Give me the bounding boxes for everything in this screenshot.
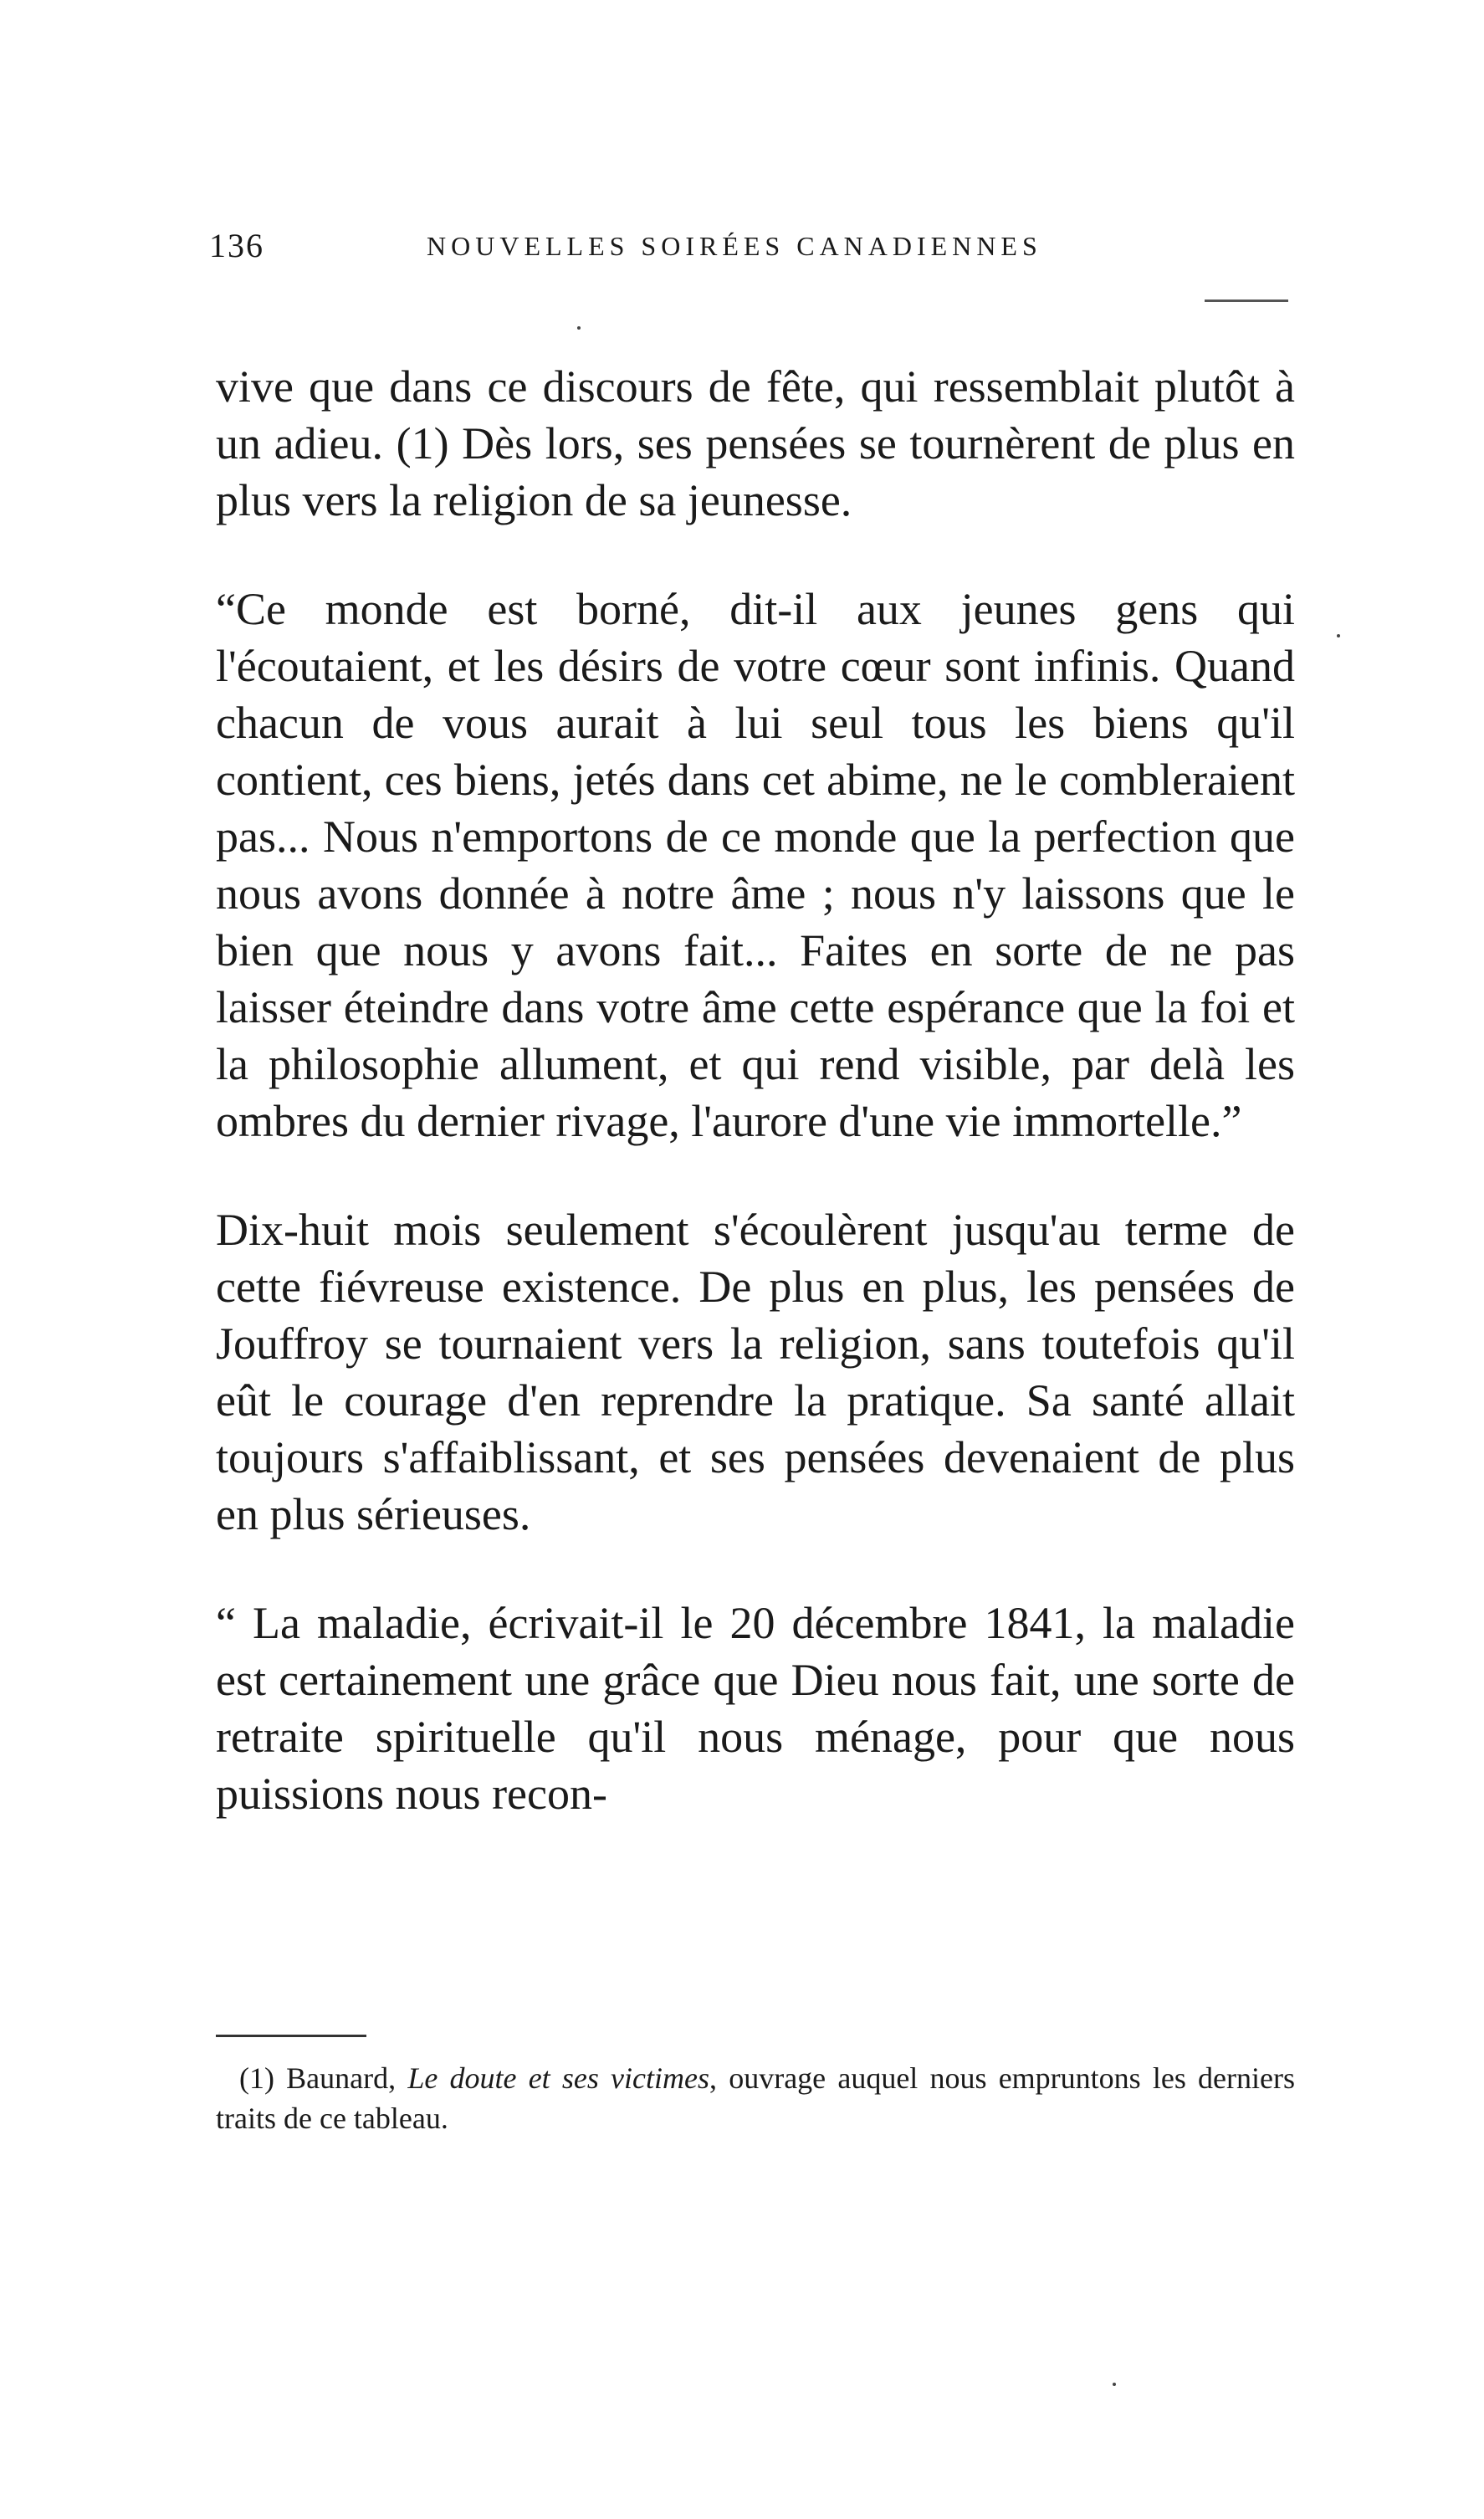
footnote-work-title: Le doute et ses victimes [407, 2061, 710, 2095]
paragraph-1: vive que dans ce discours de fête, qui ressemblait plutôt à un adieu. (1) Dès lors, ses pensées se tournèrent de plus en plus vers la religion de sa jeunesse. [216, 361, 1295, 525]
paragraph-3: Dix-huit mois seulement s'écoulèrent jusqu'au terme de cette fiévreuse existence. De plus en plus, les pensées de Jouffroy se tournaient vers la religion, sans toutefois qu'il eût le courage d'en reprendre la pratique. Sa santé allait toujours s'affaiblissant, et ses pensées devenaient de plus en plus sérieuses. [216, 1205, 1295, 1539]
footnote-text: , ouvrage auquel nous empruntons les derniers traits de ce tableau. [216, 2061, 1295, 2135]
running-head [209, 226, 1288, 276]
footnote-rule [216, 2035, 366, 2037]
page-number: 136 [209, 227, 264, 264]
paragraph-2-quotation: “Ce monde est borné, dit-il aux jeunes gens qui l'écoutaient, et les désirs de votre cœur sont infinis. Quand chacun de vous aurait à lui seul tous les biens qu'il contient, ces biens, jetés dans cet abime, ne le combleraient pas... Nous n'emportons de ce monde que la perfection que nous avons donnée à notre âme ; nous n'y laissons que le bien que nous y avons fait... Faites en sorte de ne pas laisser éteindre dans votre âme cette espérance que la foi et la philosophie allument, et qui rend visible, par delà les ombres du dernier rivage, l'aurore d'une vie immortelle.” [216, 584, 1295, 1146]
print-speck [1337, 634, 1340, 637]
header-rule [1205, 300, 1288, 302]
print-speck [577, 326, 581, 330]
footnote [216, 2058, 1295, 2138]
footnote-marker: (1) Baunard, [239, 2061, 408, 2095]
running-title: NOUVELLES SOIRÉES CANADIENNES [427, 231, 1042, 261]
print-speck [1113, 2383, 1116, 2386]
body-text [216, 358, 1295, 1874]
paragraph-4-quotation: “ La maladie, écrivait-il le 20 décembre 1841, la maladie est certainement une grâce que Dieu nous fait, une sorte de retraite spirituelle qu'il nous ménage, pour que nous puissions nous recon- [216, 1598, 1295, 1819]
